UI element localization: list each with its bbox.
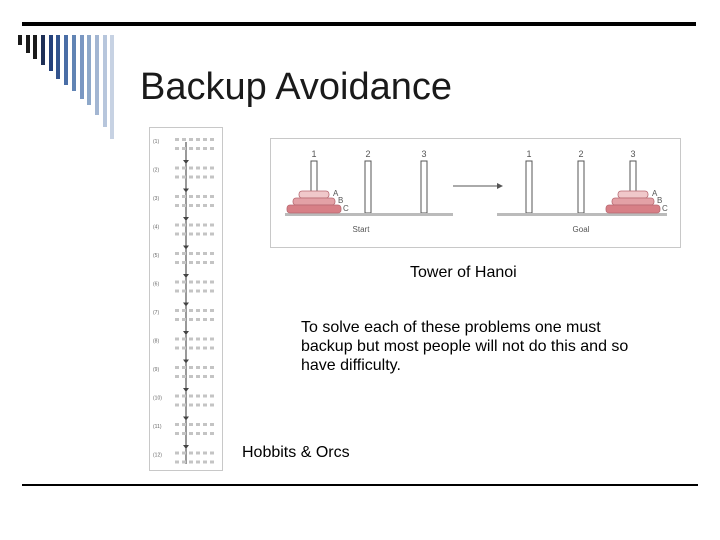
state-mark — [189, 147, 193, 150]
disk-label: C — [343, 204, 349, 213]
state-mark — [175, 147, 179, 150]
state-mark — [203, 309, 207, 312]
top-rule — [22, 22, 696, 26]
state-mark — [203, 167, 207, 170]
disk-b — [612, 198, 654, 205]
state-mark — [210, 423, 214, 426]
state-mark — [210, 395, 214, 398]
state-mark — [175, 366, 179, 369]
disk-c — [606, 205, 660, 213]
state-mark — [175, 309, 179, 312]
state-mark — [203, 261, 207, 264]
step-label: (7) — [153, 310, 160, 316]
step-arrow — [183, 417, 189, 421]
state-mark — [189, 432, 193, 435]
state-mark — [196, 233, 200, 236]
state-mark — [210, 224, 214, 227]
state-mark — [210, 261, 214, 264]
state-mark — [182, 195, 186, 198]
disk-label: C — [662, 204, 668, 213]
start-label: Start — [352, 225, 370, 234]
state-mark — [210, 233, 214, 236]
state-mark — [196, 176, 200, 179]
state-mark — [182, 290, 186, 293]
step-arrow — [183, 331, 189, 335]
state-mark — [182, 423, 186, 426]
accent-bar — [49, 35, 53, 71]
tower-of-hanoi-diagram — [271, 139, 680, 247]
state-mark — [182, 395, 186, 398]
state-mark — [182, 281, 186, 284]
state-mark — [189, 309, 193, 312]
state-mark — [196, 404, 200, 407]
state-mark — [203, 452, 207, 455]
step-label: (4) — [153, 224, 160, 231]
state-mark — [196, 261, 200, 264]
step-label: (3) — [153, 196, 160, 202]
state-mark — [196, 375, 200, 378]
state-mark — [203, 252, 207, 255]
peg-label: 3 — [421, 149, 427, 159]
state-mark — [210, 290, 214, 293]
peg-label: 3 — [630, 149, 636, 159]
state-mark — [182, 338, 186, 341]
state-mark — [189, 395, 193, 398]
state-mark — [175, 224, 179, 227]
state-mark — [203, 224, 207, 227]
accent-bar — [33, 35, 37, 59]
state-mark — [189, 167, 193, 170]
body-text: To solve each of these problems one must backup but most people will not do this and so have difficulty. — [301, 319, 629, 374]
state-mark — [203, 423, 207, 426]
state-mark — [182, 167, 186, 170]
accent-bar — [72, 35, 76, 91]
disk-c — [287, 205, 341, 213]
state-mark — [203, 366, 207, 369]
step-label: (1) — [153, 139, 160, 145]
state-mark — [210, 366, 214, 369]
state-mark — [189, 347, 193, 350]
state-mark — [196, 395, 200, 398]
state-mark — [175, 195, 179, 198]
hobbits-orcs-diagram — [150, 128, 222, 470]
peg-base — [285, 213, 453, 216]
state-mark — [210, 452, 214, 455]
step-arrow — [183, 388, 189, 392]
state-mark — [182, 309, 186, 312]
state-mark — [210, 195, 214, 198]
state-mark — [203, 233, 207, 236]
state-mark — [210, 404, 214, 407]
state-mark — [203, 138, 207, 141]
state-mark — [182, 347, 186, 350]
state-mark — [189, 281, 193, 284]
state-mark — [210, 281, 214, 284]
state-mark — [210, 338, 214, 341]
state-mark — [175, 461, 179, 464]
step-label: (9) — [153, 367, 160, 373]
state-mark — [189, 138, 193, 141]
accent-bar — [110, 35, 114, 139]
state-mark — [203, 338, 207, 341]
bottom-rule — [22, 484, 698, 486]
state-mark — [189, 404, 193, 407]
peg — [578, 161, 584, 213]
state-mark — [189, 338, 193, 341]
state-mark — [175, 432, 179, 435]
state-mark — [182, 147, 186, 150]
peg-label: 2 — [365, 149, 371, 159]
accent-bar — [87, 35, 91, 105]
state-mark — [210, 432, 214, 435]
state-mark — [203, 176, 207, 179]
state-mark — [210, 347, 214, 350]
tower-of-hanoi-caption: Tower of Hanoi — [410, 264, 517, 281]
state-mark — [189, 290, 193, 293]
state-mark — [182, 452, 186, 455]
state-mark — [182, 176, 186, 179]
disk-label: B — [657, 196, 663, 205]
state-mark — [203, 195, 207, 198]
step-arrow — [183, 445, 189, 449]
state-mark — [189, 375, 193, 378]
accent-bar — [26, 35, 30, 53]
state-mark — [203, 461, 207, 464]
state-mark — [189, 233, 193, 236]
goal-label: Goal — [572, 225, 590, 234]
state-mark — [210, 461, 214, 464]
state-mark — [210, 375, 214, 378]
state-mark — [210, 204, 214, 207]
state-mark — [196, 224, 200, 227]
state-mark — [196, 147, 200, 150]
state-mark — [203, 318, 207, 321]
step-arrow — [183, 189, 189, 193]
state-mark — [182, 375, 186, 378]
peg-label: 1 — [526, 149, 532, 159]
state-mark — [189, 261, 193, 264]
state-mark — [175, 252, 179, 255]
step-arrow — [183, 217, 189, 221]
state-mark — [175, 404, 179, 407]
state-mark — [196, 281, 200, 284]
disk-label: B — [338, 196, 344, 205]
step-label: (12) — [153, 452, 162, 459]
accent-bar — [95, 35, 99, 115]
state-mark — [196, 366, 200, 369]
state-mark — [189, 423, 193, 426]
state-mark — [175, 281, 179, 284]
state-mark — [196, 461, 200, 464]
state-mark — [175, 395, 179, 398]
state-mark — [196, 347, 200, 350]
state-mark — [196, 432, 200, 435]
state-mark — [175, 290, 179, 293]
accent-bar — [80, 35, 84, 99]
state-mark — [210, 167, 214, 170]
state-mark — [196, 138, 200, 141]
peg-label: 2 — [578, 149, 584, 159]
accent-bar — [41, 35, 45, 65]
disk-label: A — [652, 189, 658, 198]
state-mark — [196, 309, 200, 312]
state-mark — [210, 318, 214, 321]
state-mark — [203, 404, 207, 407]
state-mark — [203, 204, 207, 207]
state-mark — [175, 176, 179, 179]
state-mark — [210, 309, 214, 312]
state-mark — [203, 290, 207, 293]
step-label: (8) — [153, 338, 160, 345]
peg-base — [497, 213, 667, 216]
state-mark — [175, 452, 179, 455]
step-label: (2) — [153, 167, 160, 174]
state-mark — [182, 224, 186, 227]
state-mark — [189, 195, 193, 198]
accent-bar — [103, 35, 107, 127]
step-arrow — [183, 360, 189, 364]
state-mark — [182, 404, 186, 407]
state-mark — [189, 224, 193, 227]
accent-bar — [64, 35, 68, 85]
state-mark — [203, 281, 207, 284]
step-arrow — [183, 274, 189, 278]
step-arrow — [183, 246, 189, 250]
peg — [365, 161, 371, 213]
step-label: (6) — [153, 281, 160, 288]
disk-label: A — [333, 189, 339, 198]
state-mark — [203, 347, 207, 350]
state-mark — [203, 147, 207, 150]
step-arrow — [183, 303, 189, 307]
tower-of-hanoi-figure — [270, 138, 681, 248]
state-mark — [175, 423, 179, 426]
state-mark — [210, 138, 214, 141]
disk-b — [293, 198, 335, 205]
hobbits-orcs-caption: Hobbits & Orcs — [242, 444, 350, 461]
state-mark — [196, 423, 200, 426]
step-label: (10) — [153, 395, 162, 402]
state-mark — [189, 366, 193, 369]
state-mark — [203, 395, 207, 398]
disk-a — [299, 191, 329, 198]
state-mark — [196, 195, 200, 198]
state-mark — [189, 252, 193, 255]
step-label: (11) — [153, 424, 162, 430]
state-mark — [182, 261, 186, 264]
slide-title: Backup Avoidance — [140, 66, 452, 108]
state-mark — [210, 147, 214, 150]
state-mark — [182, 366, 186, 369]
step-label: (5) — [153, 253, 160, 259]
state-mark — [175, 347, 179, 350]
state-mark — [182, 252, 186, 255]
state-mark — [189, 461, 193, 464]
arrow-head — [497, 183, 503, 189]
state-mark — [182, 204, 186, 207]
state-mark — [182, 461, 186, 464]
state-mark — [182, 233, 186, 236]
state-mark — [175, 138, 179, 141]
state-mark — [175, 204, 179, 207]
state-mark — [189, 176, 193, 179]
state-mark — [196, 290, 200, 293]
state-mark — [175, 338, 179, 341]
state-mark — [189, 318, 193, 321]
hobbits-orcs-figure — [149, 127, 223, 471]
state-mark — [189, 452, 193, 455]
state-mark — [196, 452, 200, 455]
peg — [526, 161, 532, 213]
state-mark — [196, 318, 200, 321]
accent-bar — [18, 35, 22, 45]
state-mark — [175, 375, 179, 378]
state-mark — [210, 252, 214, 255]
state-mark — [182, 432, 186, 435]
state-mark — [196, 338, 200, 341]
peg-label: 1 — [311, 149, 317, 159]
state-mark — [175, 261, 179, 264]
accent-bar — [56, 35, 60, 79]
state-mark — [175, 167, 179, 170]
state-mark — [196, 167, 200, 170]
state-mark — [203, 375, 207, 378]
state-mark — [196, 204, 200, 207]
step-arrow — [183, 160, 189, 164]
state-mark — [175, 233, 179, 236]
state-mark — [210, 176, 214, 179]
state-mark — [175, 318, 179, 321]
state-mark — [189, 204, 193, 207]
state-mark — [203, 432, 207, 435]
state-mark — [182, 318, 186, 321]
state-mark — [196, 252, 200, 255]
disk-a — [618, 191, 648, 198]
state-mark — [182, 138, 186, 141]
peg — [421, 161, 427, 213]
